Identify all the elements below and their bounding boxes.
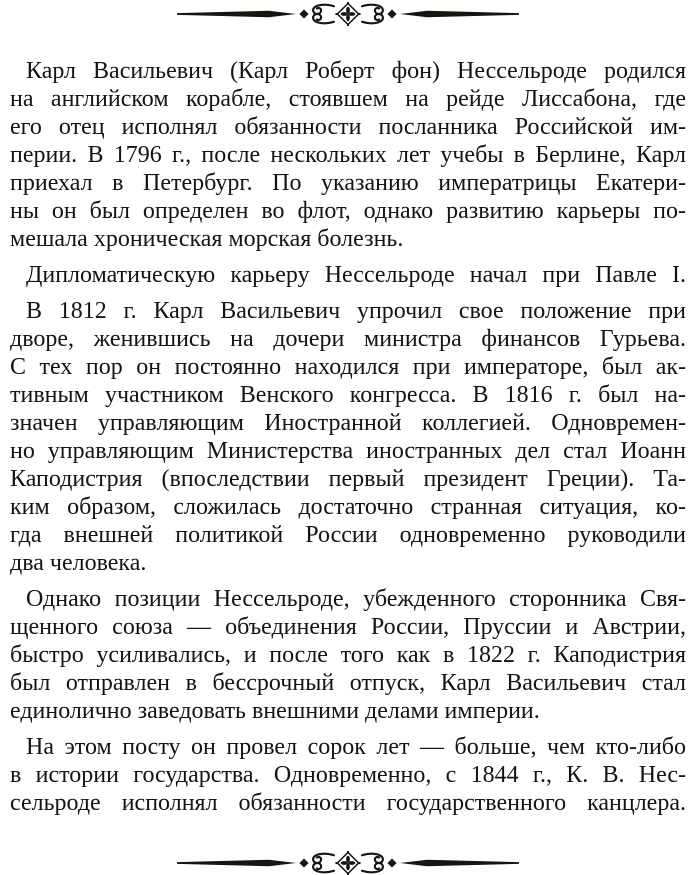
text-line: Дипломатическую карьеру Нессельроде начал при Павле I.	[26, 262, 686, 288]
text-line: приехал в Петербург. По указанию императрицы Екатери-	[10, 170, 686, 196]
body-text	[10, 57, 686, 817]
text-line: в истории государства. Одновременно, с 1844 г., К. В. Нес-	[10, 762, 686, 788]
text-line: Каподистрия (впоследствии первый президент Греции). Та-	[10, 466, 686, 492]
text-line: быстро усиливались, и после того как в 1822 г. Каподистрия	[10, 642, 686, 668]
top-divider-ornament	[177, 0, 519, 27]
text-line: дворе, женившись на дочери министра финансов Гурьева.	[10, 326, 686, 352]
text-line: ны он был определен во флот, однако развитию карьеры по-	[10, 198, 686, 224]
paragraph	[10, 585, 686, 725]
text-line: тивным участником Венского конгресса. В 1816 г. был на-	[10, 382, 686, 408]
text-line: единолично заведовать внешними делами империи.	[10, 698, 540, 724]
text-line: С тех пор он постоянно находился при императоре, был ак-	[10, 354, 686, 380]
fleuron-divider-icon	[177, 850, 519, 875]
text-line: сельроде исполнял обязанности государственного канцлера.	[10, 790, 686, 816]
paragraph	[10, 733, 686, 817]
text-line: щенного союза — объединения России, Пруссии и Австрии,	[10, 614, 686, 640]
paragraph	[10, 297, 686, 577]
text-line: мешала хроническая морская болезнь.	[10, 226, 404, 252]
text-line: В 1812 г. Карл Васильевич упрочил свое положение при	[26, 298, 686, 324]
text-line: был отправлен в бессрочный отпуск, Карл Васильевич стал	[10, 670, 686, 696]
text-line: значен управляющим Иностранной коллегией. Одновремен-	[10, 410, 686, 436]
fleuron-divider-icon	[177, 1, 519, 27]
text-line: Карл Васильевич (Карл Роберт фон) Нессельроде родился	[26, 58, 686, 84]
text-line: гда внешней политикой России одновременно руководили	[10, 522, 686, 548]
text-line: на английском корабле, стоявшем на рейде Лиссабона, где	[10, 86, 686, 112]
paragraph	[10, 57, 686, 253]
text-line: его отец исполнял обязанности посланника Российской им-	[10, 114, 686, 140]
text-line: два человека.	[10, 550, 147, 576]
paragraph	[10, 261, 686, 289]
bottom-divider-ornament	[177, 850, 519, 875]
text-line: перии. В 1796 г., после нескольких лет учебы в Берлине, Карл	[10, 142, 686, 168]
text-line: но управляющим Министерства иностранных дел стал Иоанн	[10, 438, 686, 464]
text-line: Однако позиции Нессельроде, убежденного сторонника Свя-	[26, 586, 686, 612]
text-line: На этом посту он провел сорок лет — больше, чем кто-либо	[26, 734, 686, 760]
text-line: ким образом, сложилась достаточно странная ситуация, ко-	[10, 494, 686, 520]
